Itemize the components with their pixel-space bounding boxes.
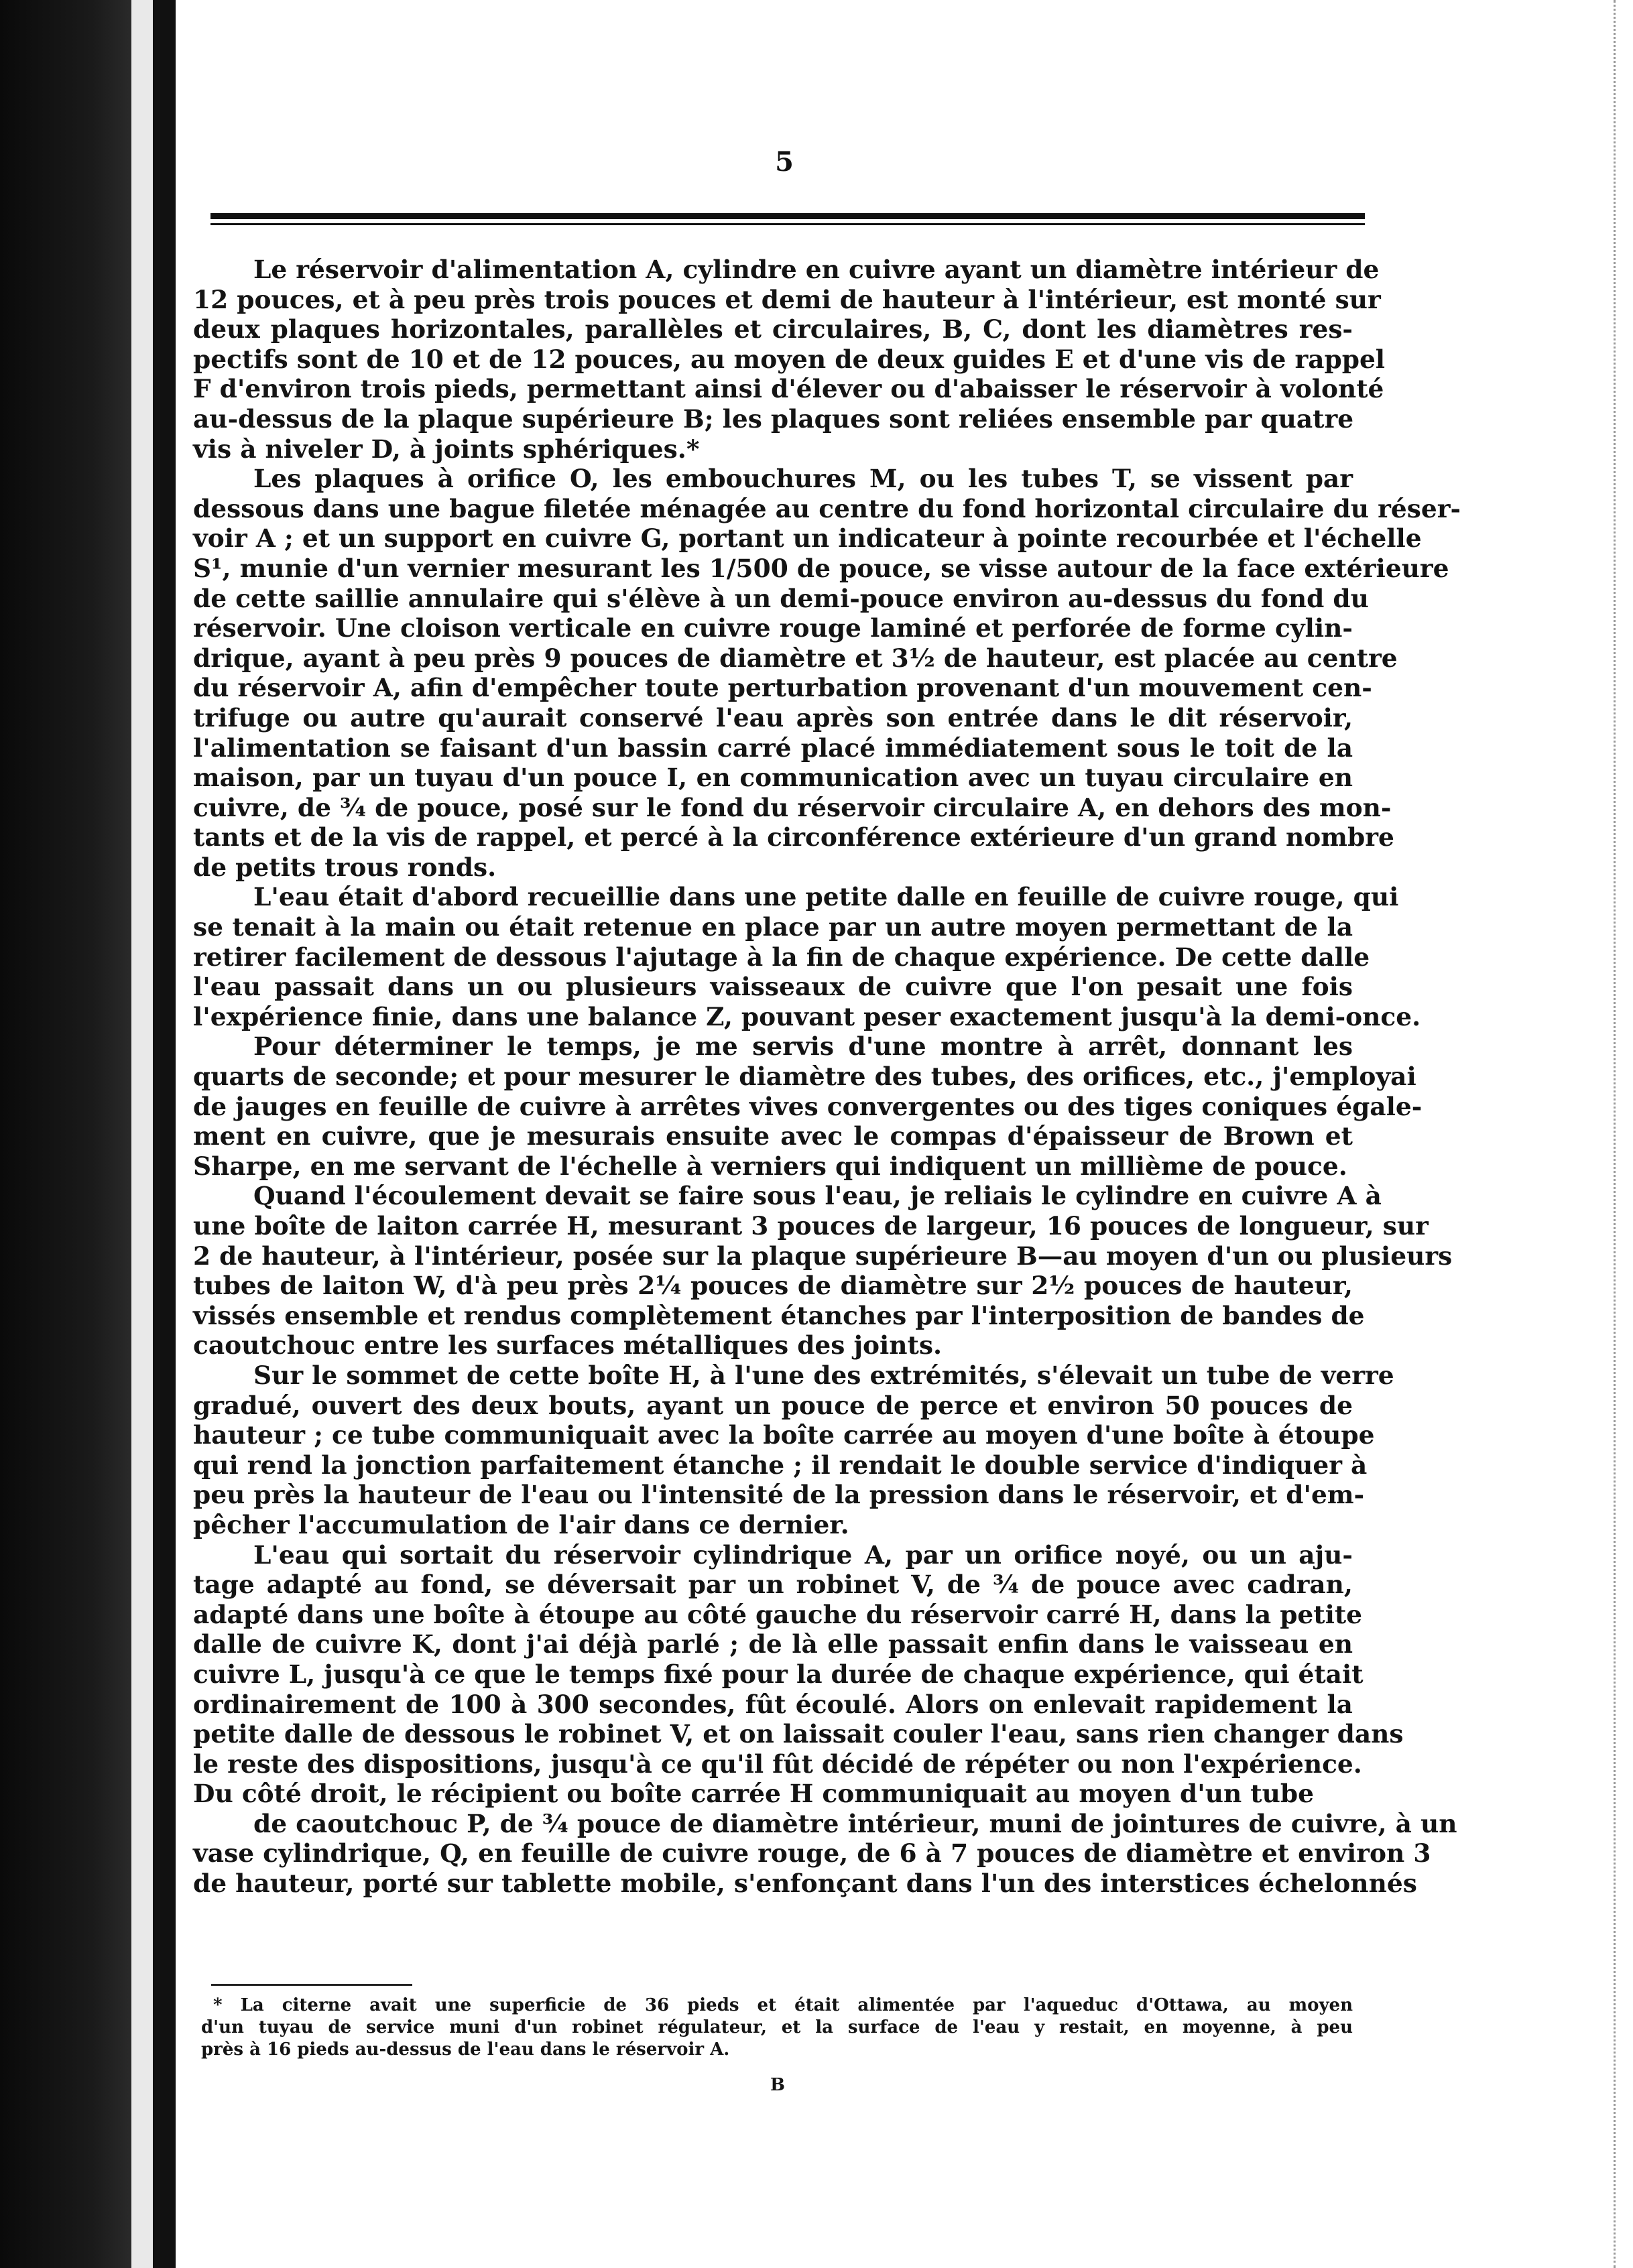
body-line: Du côté droit, le récipient ou boîte carrée H communiquait au moyen d'un tube xyxy=(193,1779,1314,1809)
body-line: Le réservoir d'alimentation A, cylindre en cuivre ayant un diamètre intérieur de xyxy=(253,255,1380,284)
body-line: le reste des dispositions, jusqu'à ce qu'il fût décidé de répéter ou non l'expérience. xyxy=(193,1749,1362,1779)
body-line: L'eau qui sortait du réservoir cylindrique A, par un orifice noyé, ou un aju- xyxy=(253,1539,1353,1570)
body-line: peu près la hauteur de l'eau ou l'intensité de la pression dans le réservoir, et d'em- xyxy=(193,1480,1365,1510)
body-line: S¹, munie d'un vernier mesurant les 1/500 de pouce, se visse autour de la face extérieure xyxy=(193,553,1449,583)
body-line: trifuge ou autre qu'aurait conservé l'eau après son entrée dans le dit réservoir, xyxy=(193,702,1353,733)
body-line: maison, par un tuyau d'un pouce I, en communication avec un tuyau circulaire en xyxy=(193,763,1353,793)
body-line: hauteur ; ce tube communiquait avec la boîte carrée au moyen d'une boîte à étoupe xyxy=(193,1420,1375,1450)
body-line: tants et de la vis de rappel, et percé à la circonférence extérieure d'un grand nombre xyxy=(193,822,1394,853)
body-line: cuivre, de ¾ de pouce, posé sur le fond du réservoir circulaire A, en dehors des mon- xyxy=(193,792,1392,822)
header-rule-thin xyxy=(210,223,1365,225)
body-line: pêcher l'accumulation de l'air dans ce dernier. xyxy=(193,1509,849,1539)
body-line: tubes de laiton W, d'à peu près 2¼ pouces de diamètre sur 2½ pouces de hauteur, xyxy=(193,1271,1353,1301)
body-line: voir A ; et un support en cuivre G, portant un indicateur à pointe recourbée et l'échelle xyxy=(193,523,1422,554)
body-line: qui rend la jonction parfaitement étanche ; il rendait le double service d'indiquer à xyxy=(193,1450,1368,1480)
body-line: se tenait à la main ou était retenue en place par un autre moyen permettant de la xyxy=(193,912,1353,942)
body-line: de hauteur, porté sur tablette mobile, s'enfonçant dans l'un des interstices échelonnés xyxy=(193,1869,1417,1899)
body-line: l'eau passait dans un ou plusieurs vaisseaux de cuivre que l'on pesait une fois xyxy=(193,972,1353,1002)
body-line: deux plaques horizontales, parallèles et circulaires, B, C, dont les diamètres res- xyxy=(193,314,1353,344)
body-line: quarts de seconde; et pour mesurer le diamètre des tubes, des orifices, etc., j'employai xyxy=(193,1062,1416,1092)
body-line: 12 pouces, et à peu près trois pouces et demi de hauteur à l'intérieur, est monté sur xyxy=(193,284,1381,314)
header-rule-thick xyxy=(210,213,1365,219)
body-line: de petits trous ronds. xyxy=(193,852,497,882)
body-line: tage adapté au fond, se déversait par un robinet V, de ¾ de pouce avec cadran, xyxy=(193,1570,1353,1600)
body-line: réservoir. Une cloison verticale en cuivre rouge laminé et perforée de forme cylin- xyxy=(193,613,1353,643)
body-line: ment en cuivre, que je mesurais ensuite avec le compas d'épaisseur de Brown et xyxy=(193,1121,1353,1151)
body-line: gradué, ouvert des deux bouts, ayant un pouce de perce et environ 50 pouces de xyxy=(193,1390,1353,1420)
body-line: de cette saillie annulaire qui s'élève à un demi-pouce environ au-dessus du fond du xyxy=(193,583,1369,613)
body-line: vissés ensemble et rendus complètement étanches par l'interposition de bandes de xyxy=(193,1300,1365,1330)
body-line: dessous dans une bague filetée ménagée au centre du fond horizontal circulaire du réser- xyxy=(193,493,1461,523)
body-line: cuivre L, jusqu'à ce que le temps fixé pour la durée de chaque expérience, qui était xyxy=(193,1659,1364,1689)
body-line: Pour déterminer le temps, je me servis d'une montre à arrêt, donnant les xyxy=(253,1031,1353,1062)
body-line: F d'environ trois pieds, permettant ainsi d'élever ou d'abaisser le réservoir à volonté xyxy=(193,374,1384,404)
page-right-edge xyxy=(1614,0,1621,2268)
body-line: Les plaques à orifice O, les embouchures M, ou les tubes T, se vissent par xyxy=(253,464,1353,494)
body-line: vase cylindrique, Q, en feuille de cuivre rouge, de 6 à 7 pouces de diamètre et environ 3 xyxy=(193,1838,1431,1869)
body-line: retirer facilement de dessous l'ajutage à la fin de chaque expérience. De cette dalle xyxy=(193,942,1370,972)
body-line: L'eau était d'abord recueillie dans une petite dalle en feuille de cuivre rouge, qui xyxy=(253,882,1399,912)
book-spine-shadow xyxy=(0,0,131,2268)
spine-edge xyxy=(153,0,176,2268)
body-line: une boîte de laiton carrée H, mesurant 3 pouces de largeur, 16 pouces de longueur, sur xyxy=(193,1211,1429,1241)
body-line: Quand l'écoulement devait se faire sous l'eau, je reliais le cylindre en cuivre A à xyxy=(253,1181,1382,1211)
body-line: de caoutchouc P, de ¾ pouce de diamètre intérieur, muni de jointures de cuivre, à un xyxy=(253,1808,1457,1838)
body-line: l'alimentation se faisant d'un bassin carré placé immédiatement sous le toit de la xyxy=(193,733,1353,763)
body-line: de jauges en feuille de cuivre à arrêtes vives convergentes ou des tiges coniques égale- xyxy=(193,1091,1423,1121)
body-line: l'expérience finie, dans une balance Z, pouvant peser exactement jusqu'à la demi-once. xyxy=(193,1001,1421,1031)
body-line: Sur le sommet de cette boîte H, à l'une des extrémités, s'élevait un tube de verre xyxy=(253,1360,1394,1390)
body-line: petite dalle de dessous le robinet V, et on laissait couler l'eau, sans rien changer dans xyxy=(193,1719,1404,1749)
body-line: adapté dans une boîte à étoupe au côté gauche du réservoir carré H, dans la petite xyxy=(193,1599,1363,1629)
body-line: dalle de cuivre K, dont j'ai déjà parlé ; de là elle passait enfin dans le vaisseau en xyxy=(193,1629,1353,1659)
body-text xyxy=(193,255,1461,1899)
footnote-line: * La citerne avait une superficie de 36 pieds et était alimentée par l'aqueduc d'Ottawa, au moyen xyxy=(213,1995,1353,2015)
signature-mark: B xyxy=(770,2075,785,2095)
body-line: au-dessus de la plaque supérieure B; les plaques sont reliées ensemble par quatre xyxy=(193,403,1354,434)
body-line: vis à niveler D, à joints sphériques.* xyxy=(193,434,700,464)
body-line: 2 de hauteur, à l'intérieur, posée sur la plaque supérieure B—au moyen d'un ou plusieurs xyxy=(193,1241,1453,1271)
body-line: ordinairement de 100 à 300 secondes, fût écoulé. Alors on enlevait rapidement la xyxy=(193,1689,1353,1719)
body-line: Sharpe, en me servant de l'échelle à verniers qui indiquent un millième de pouce. xyxy=(193,1151,1347,1181)
spine-gap xyxy=(131,0,153,2268)
body-line: caoutchouc entre les surfaces métalliques des joints. xyxy=(193,1330,943,1361)
footnote xyxy=(201,1995,1353,2061)
body-line: pectifs sont de 10 et de 12 pouces, au moyen de deux guides E et d'une vis de rappel xyxy=(193,344,1386,374)
body-line: drique, ayant à peu près 9 pouces de diamètre et 3½ de hauteur, est placée au centre xyxy=(193,643,1398,673)
footnote-line: près à 16 pieds au-dessus de l'eau dans le réservoir A. xyxy=(201,2039,730,2060)
page-number: 5 xyxy=(775,146,794,178)
body-line: du réservoir A, afin d'empêcher toute perturbation provenant d'un mouvement cen- xyxy=(193,673,1372,703)
footnote-line: d'un tuyau de service muni d'un robinet régulateur, et la surface de l'eau y restait, en moyenne, à peu xyxy=(201,2017,1353,2037)
footnote-rule xyxy=(211,1984,412,1986)
